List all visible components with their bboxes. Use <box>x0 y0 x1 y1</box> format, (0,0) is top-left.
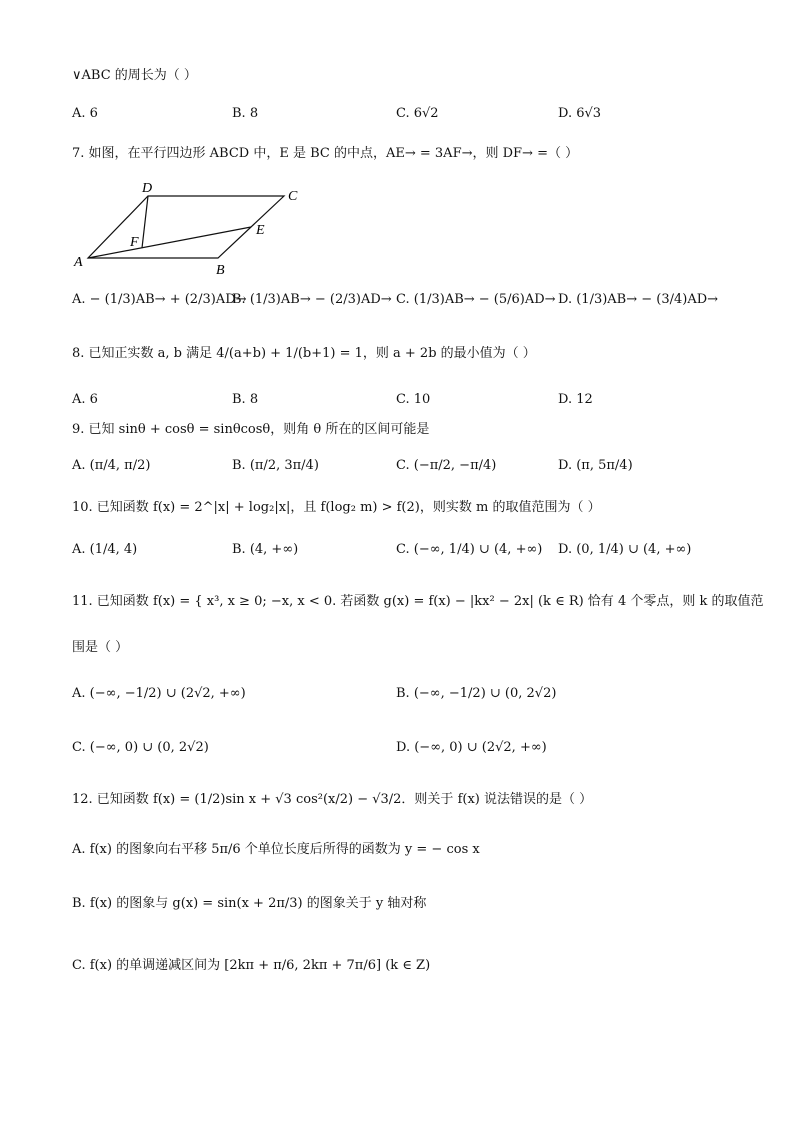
q8-option-d[interactable]: D. 12 <box>558 392 593 407</box>
q12-option-a[interactable]: A. f(x) 的图象向右平移 5π/6 个单位长度后所得的函数为 y = − cos x <box>72 842 480 857</box>
q8-option-b[interactable]: B. 8 <box>232 392 259 407</box>
q11-option-c[interactable]: C. (−∞, 0) ∪ (0, 2√2) <box>72 740 209 755</box>
label-c: C <box>288 189 298 204</box>
q11-stem-continued: 围是（ ） <box>72 640 129 655</box>
q12-option-c[interactable]: C. f(x) 的单调递减区间为 [2kπ + π/6, 2kπ + 7π/6] (k ∈ Z) <box>72 958 431 973</box>
q7-option-d[interactable]: D. (1/3)AB→ − (3/4)AD→ <box>558 292 719 307</box>
q8-option-c[interactable]: C. 10 <box>396 392 431 407</box>
label-f: F <box>130 235 139 250</box>
q11-option-b[interactable]: B. (−∞, −1/2) ∪ (0, 2√2) <box>396 686 557 701</box>
parallelogram-abcd <box>88 196 284 258</box>
q6-option-b[interactable]: B. 8 <box>232 106 259 121</box>
q6-option-d[interactable]: D. 6√3 <box>558 106 602 121</box>
q11-option-d[interactable]: D. (−∞, 0) ∪ (2√2, +∞) <box>396 740 547 755</box>
q10-option-c[interactable]: C. (−∞, 1/4) ∪ (4, +∞) <box>396 542 543 557</box>
label-e: E <box>256 223 265 238</box>
q7-stem: 7. 如图，在平行四边形 ABCD 中，E 是 BC 的中点，AE→ = 3AF→，则 DF→ =（ ） <box>72 146 579 161</box>
q9-option-b[interactable]: B. (π/2, 3π/4) <box>232 458 319 473</box>
q6-option-a[interactable]: A. 6 <box>72 106 98 121</box>
q7-parallelogram-figure <box>70 178 310 278</box>
q10-option-b[interactable]: B. (4, +∞) <box>232 542 299 557</box>
q9-option-c[interactable]: C. (−π/2, −π/4) <box>396 458 497 473</box>
q7-option-b[interactable]: B. (1/3)AB→ − (2/3)AD→ <box>232 292 392 307</box>
q12-option-b[interactable]: B. f(x) 的图象与 g(x) = sin(x + 2π/3) 的图象关于 y 轴对称 <box>72 896 427 911</box>
q7-option-a[interactable]: A. − (1/3)AB→ + (2/3)AD→ <box>72 292 247 307</box>
q6-option-c[interactable]: C. 6√2 <box>396 106 439 121</box>
q6-tail: ∨ABC 的周长为（ ） <box>72 68 197 83</box>
q9-option-a[interactable]: A. (π/4, π/2) <box>72 458 151 473</box>
q12-stem: 12. 已知函数 f(x) = (1/2)sin x + √3 cos²(x/2) − √3/2．则关于 f(x) 说法错误的是（ ） <box>72 792 593 807</box>
label-a: A <box>74 255 83 270</box>
q11-option-a[interactable]: A. (−∞, −1/2) ∪ (2√2, +∞) <box>72 686 246 701</box>
label-d: D <box>142 181 153 196</box>
segment-ae <box>88 227 251 258</box>
q10-stem: 10. 已知函数 f(x) = 2^|x| + log₂|x|，且 f(log₂ m) > f(2)，则实数 m 的取值范围为（ ） <box>72 500 601 515</box>
q8-option-a[interactable]: A. 6 <box>72 392 98 407</box>
label-b: B <box>216 263 225 278</box>
q10-option-d[interactable]: D. (0, 1/4) ∪ (4, +∞) <box>558 542 692 557</box>
q10-option-a[interactable]: A. (1/4, 4) <box>72 542 138 557</box>
q9-stem: 9. 已知 sinθ + cosθ = sinθcosθ，则角 θ 所在的区间可能是 <box>72 422 430 437</box>
q9-option-d[interactable]: D. (π, 5π/4) <box>558 458 633 473</box>
q7-option-c[interactable]: C. (1/3)AB→ − (5/6)AD→ <box>396 292 556 307</box>
q8-stem: 8. 已知正实数 a, b 满足 4/(a+b) + 1/(b+1) = 1，则 a + 2b 的最小值为（ ） <box>72 346 536 361</box>
segment-df <box>142 196 148 248</box>
q11-stem: 11. 已知函数 f(x) = { x³, x ≥ 0; −x, x < 0. 若函数 g(x) = f(x) − |kx² − 2x| (k ∈ R) 恰有 4 个零点，则 k 的取值范 <box>72 594 764 609</box>
